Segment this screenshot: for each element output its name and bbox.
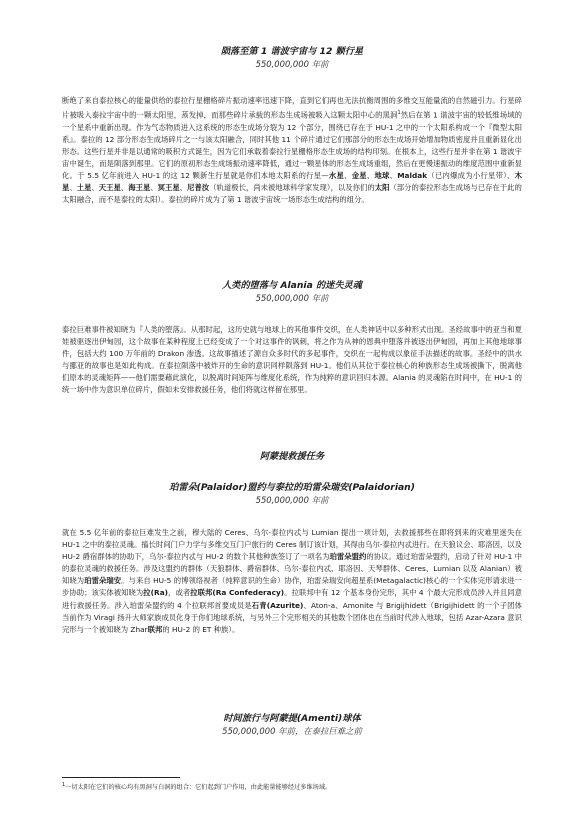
key-term: 拉(Ra): [143, 588, 169, 598]
planet-name: Maldak: [397, 171, 428, 180]
planet-name: 冥王星: [157, 183, 180, 193]
section-fall-to-hu1-body: [62, 95, 522, 206]
planet-name: 土星: [76, 183, 92, 193]
section-fall-to-hu1: [62, 46, 522, 70]
section-palaidor-covenant: [62, 482, 522, 506]
section-title: 珀雷朵(Palaidor)盟约与泰拉的珀雷朵瑞安(Palaidorian): [169, 482, 415, 493]
section-fall-of-man-body: [62, 324, 522, 397]
body-paragraph: 就在 5.5 亿年前的泰拉巨难发生之前，穆大陆的 Ceres、乌尔-泰拉内忒与 Lumian 提出一项计划，去救援那些在即将到来的灾难里迷失在 HU-1 之中的泰拉灵魂。搐长时间门户力学与多维交互门户旅行的 Ceres 制订该计划，其得由乌尔-泰拉内忒进行。在天狼议会、耶洛因，以及 HU-2 爵宿群体的协助下，乌尔-泰拉内忒与 HU-2 的数个其他种族签订了一项名为珀雷朵盟约的协议。通过珀雷朵盟约，启动了针对 HU-1 中的泰拉灵魂的救援任务。涉及这盟约的群体（天狼群体、爵宿群体、乌尔-泰拉内忒、耶洛因、天琴群体、Ceres、Lumian 以及 Alanian）被知晓为珀雷朵瑞安。与来自 HU-5 的博领络视者（纯粹意识的生命）协作，珀雷朵瑞安向超星系(Metagalactic)核心的一个实体完形请求进一步协助；该实体被知晓为拉(Ra)，或者拉联邦(Ra Confederacy)。拉联邦中有 12 个基本身份完形，其中 4 个最大完形成员涉入并且同意进行救援任务。涉入珀雷朵盟约的 4 个拉联邦首要成员是石青(Azurite)、Aton-a、Amonite 与 Brigijhidett（Brigijhidett 的一个子团体当前作为 Viragi 扬升大师家族成员化身于你们地球系统，与另外三个完形相关的其他数个团体也在当前时代涉入地球，包括 Azar-Azara 意识完形与一个被知晓为 Zhar联邦的 HU-2 的 ET 种族）。: [62, 528, 522, 634]
section-heading: 阿蒙提救援任务: [259, 451, 325, 462]
planet-name: 海王星: [128, 183, 151, 193]
section-fall-of-man: [62, 280, 522, 304]
footnote: [62, 781, 522, 792]
section-amenti-rescue: [62, 451, 522, 463]
body-paragraph: 泰拉巨难事件被知晓为『人类的堕落』。从那时起，这历史就与地球上的其他事件交织，在人类神话中以多种形式出现。圣经故事中的亚当和夏娃被驱逐出伊甸园，这个故事在某种程度上已经变成了一个对这事件的讽刺，将之作为从神的恩典中堕落并被逐出伊甸园，再加上其他地球事件，包括大约 100 万年前的 Drakon 渗透。这故事描述了源自众多时代的多起事件，交织在一起构成以象征手法描述的故事。圣经中的洪水与挪亚的故事也是如此构成。在泰拉陨落中被炸开的生命的意识同样陨落到 HU-1。他们从其位于泰拉核心的种族形态生成场被撕下，脱离他们原本的灵魂矩阵——他们需要藉此演化，以脱离时间矩阵与维度化系统，作为纯粹的意识回归本源。Alania 的灵魂陷在时间中，在 HU-1 的统一场中作为意识单位碎片，假如未安排救援任务，他们将就这样留在那里。: [62, 325, 522, 395]
footnote-divider: [62, 777, 180, 778]
body-paragraph: 断绝了来自泰拉核心的能量供给的泰拉行星栅格碎片振动速率迅速下降，直到它们再也无法抗衡周围的多维交互能量流的自然磁引力。行星碎片被吸入泰拉宇宙中的一颗太阳里，蒸发掉，而那些碎片承载的形态生成场被吸入这颗太阳中心的黑洞$^1$然后在第 1 谐波宇宙的较低维场域的一个星系中重新出现。作为气态物质进入这系统的形态生成场分裂为 12 个部分，围绕已存在于 HU-1 之中的一个太阳系构成一个『微型太阳系』。泰拉的 12 部分形态生成场碎片之一与该太阳融合，同时其他 11 个碎片通过它们那部分的形态生成场开始增加物质密度并且重新显化出形态。这些行星并非是以通常的吸积方式诞生，因为它们承载着泰拉行星栅格形态生成场的结构印刻。在根本上，这些行星并非在第 1 谐波宇宙中诞生，而是陨落到那里。它们的原初形态生成场振动速率降低，通过一颗星体的形态生成场重组，然后在更慢速振动的维度范围中重新显化。于 5.5 亿年前进入 HU-1 的这 12 颗新生行星就是你们本地太阳系的行星—水星、金星、地球、Maldak（已内爆成为小行星带）、木星、土星、天王星、海王星、冥王星、尼普汝（轨道极长，尚未被地球科学家发现），以及你们的太阳（部分的泰拉形态生成场与已存在于此的太阳融合，而不是泰拉的太阳）。泰拉的碎片成为了第 1 谐波宇宙统一场形态生成结构的组分。: [62, 96, 522, 205]
sun-name: 太阳: [374, 183, 390, 193]
section-title: 人类的堕落与 Alania 的迷失灵魂: [222, 280, 362, 291]
key-term: 联邦: [147, 624, 163, 634]
key-term: 珀雷朵盟约: [329, 552, 367, 562]
key-term: 珀雷朵瑞安: [84, 576, 122, 586]
footnote-text: 一切太阳在它们的核心均有黑洞与白洞的组合：它们起到门户作用，由此能量能够经过多维场域。: [65, 784, 332, 792]
section-date: 550,000,000 年前: [255, 59, 329, 69]
planet-name: 金星: [351, 171, 367, 180]
planet-name: 木星: [62, 171, 522, 193]
planet-name: 尼普汝: [187, 183, 210, 193]
section-date: 550,000,000 年前: [255, 293, 329, 303]
planet-name: 地球: [374, 171, 390, 180]
section-time-travel-amenti: [62, 713, 522, 737]
section-date: 550,000,000 年前，在泰拉巨难之前: [222, 726, 362, 736]
footnote-marker: 1: [62, 782, 66, 788]
planet-name: 水星: [328, 171, 345, 180]
section-date: 550,000,000 年前: [255, 495, 329, 505]
section-title: 时间旅行与阿蒙提(Amenti)球体: [223, 713, 361, 724]
key-term: 拉联邦(Ra Confederacy): [190, 588, 285, 598]
footnote-ref: 1: [397, 110, 401, 117]
section-title: 陨落至第 1 谐波宇宙与 12 颗行星: [220, 46, 364, 57]
section-palaidor-covenant-body: [62, 527, 522, 636]
key-term: 石青(Azurite): [251, 600, 304, 610]
planet-name: 天王星: [98, 183, 121, 193]
